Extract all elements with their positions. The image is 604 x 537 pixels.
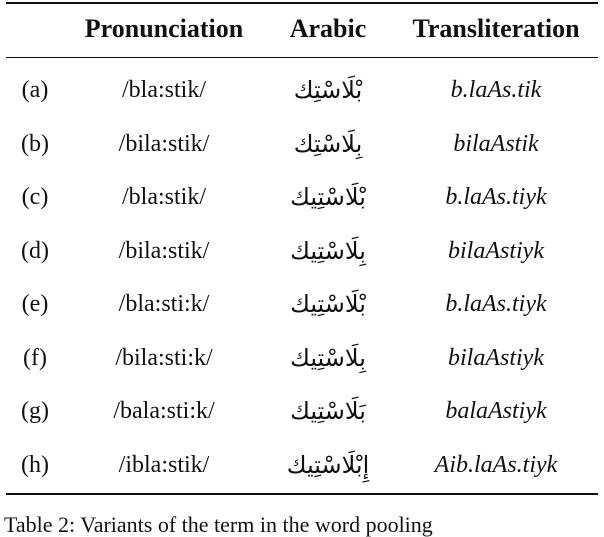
cell-pronunciation: /bila:stik/ [118, 237, 210, 264]
cell-arabic: بِلَاسْتِك [293, 129, 363, 158]
cell-label: (c) [21, 184, 49, 210]
cell-transliteration: b.laAs.tiyk [445, 184, 547, 210]
cell-pronunciation: /bla:stik/ [122, 184, 206, 210]
cell-label: (d) [21, 237, 49, 264]
cell-label: (b) [21, 130, 49, 157]
cell-transliteration: Aib.laAs.tiyk [434, 451, 558, 478]
cell-label: (h) [21, 451, 49, 478]
cell-arabic: بِلَاسْتِيك [290, 236, 366, 265]
cell-pronunciation: /bila:sti:k/ [115, 344, 213, 371]
cell-pronunciation: /ibla:stik/ [118, 451, 210, 478]
cell-pronunciation: /bila:stik/ [118, 130, 210, 157]
table-header-rule [6, 57, 598, 58]
cell-label: (a) [21, 77, 49, 103]
cell-arabic: بَلَاسْتِيك [290, 397, 366, 425]
cell-pronunciation: /bala:sti:k/ [113, 398, 215, 424]
cell-transliteration: b.laAs.tik [450, 77, 542, 103]
header-pronunciation: Pronunciation [84, 14, 244, 43]
header-transliteration: Transliteration [412, 14, 580, 43]
cell-transliteration: bilaAstik [453, 130, 539, 157]
cell-transliteration: bilaAstiyk [448, 344, 544, 371]
table-bottom-rule [6, 493, 598, 495]
cell-transliteration: bilaAstiyk [448, 237, 544, 264]
cell-pronunciation: /bla:stik/ [122, 77, 206, 103]
cell-arabic: بْلَاسْتِيك [290, 183, 366, 211]
cell-label: (f) [23, 344, 47, 371]
cell-label: (e) [21, 291, 49, 317]
cell-arabic: إِبْلَاسْتِيك [286, 450, 370, 479]
cell-label: (g) [21, 398, 49, 424]
cell-transliteration: b.laAs.tiyk [445, 291, 547, 317]
cell-pronunciation: /bla:sti:k/ [118, 291, 210, 317]
cell-arabic: بْلَاسْتِيك [290, 290, 366, 318]
table-caption: Table 2: Variants of the term in the word pooling [4, 512, 433, 537]
table-top-rule [6, 2, 598, 4]
header-arabic: Arabic [289, 14, 367, 43]
cell-arabic: بْلَاسْتِك [293, 76, 363, 104]
cell-arabic: بِلَاسْتِيك [290, 343, 366, 372]
cell-transliteration: balaAstiyk [445, 398, 547, 424]
